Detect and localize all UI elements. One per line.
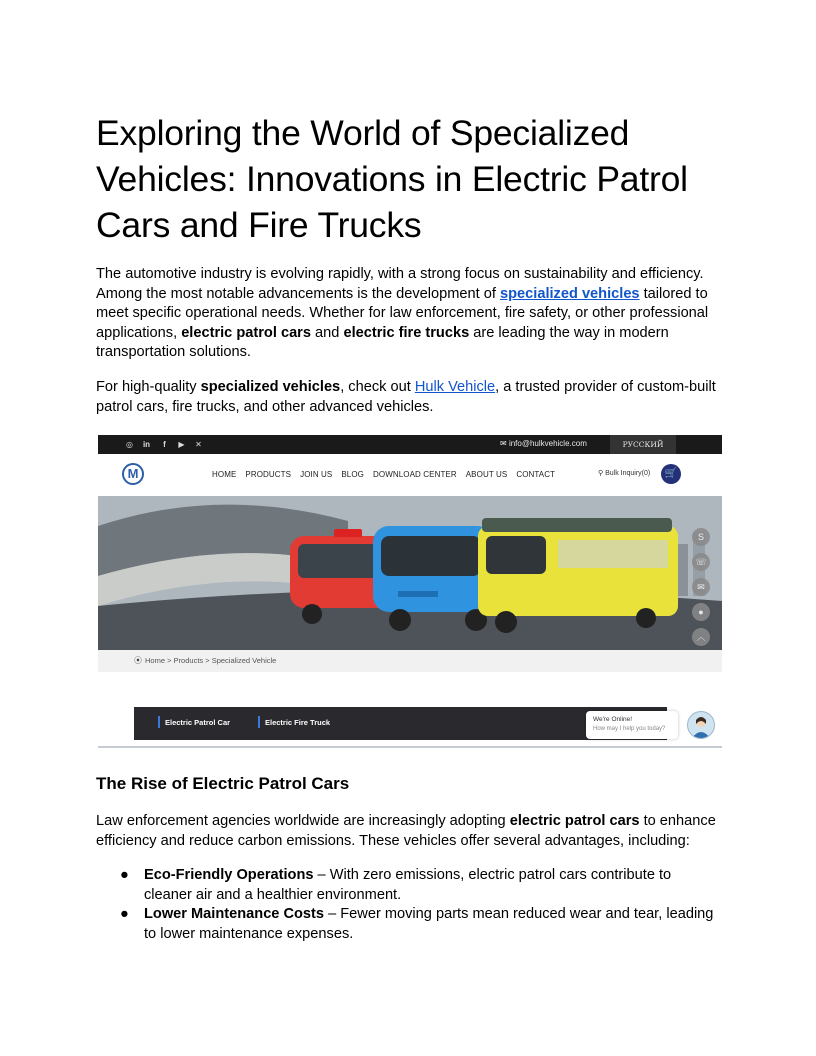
section-heading: The Rise of Electric Patrol Cars [96,774,350,793]
website-screenshot [98,435,722,750]
list-item [96,866,722,905]
intro-bold-fire: electric fire trucks [343,324,470,341]
hero-banner-image [98,496,722,650]
screenshot-bottom-border [98,746,722,748]
section-paragraph [96,812,722,851]
language-switch: РУССКИЙ [610,435,676,454]
chat-bubble [586,711,678,739]
section-bold: electric patrol cars [509,813,640,829]
list-item [96,905,722,944]
menu-contact: CONTACT [516,470,556,479]
cta-text-3: , a trusted provider of custom-built patrol cars, fire trucks, and other advanced vehicles. [96,379,716,415]
intro-text-4: are leading the way in modern transportation solutions. [96,324,669,361]
x-icon: ✕ [195,440,202,449]
wheel [495,611,517,633]
skype-icon: S [692,528,710,546]
tab-electric-patrol-car: Electric Patrol Car [165,718,231,727]
whatsapp-icon: ☏ [692,553,710,571]
hulk-logo: M [122,463,144,485]
intro-text-1: The automotive industry is evolving rapidly, with a strong focus on sustainability and efficiency. Among the most notable advancements is the development of [96,266,704,302]
red-vehicle-lightbar [334,529,362,537]
menu-home: HOME [212,470,237,479]
breadcrumb-text: Home > Products > Specialized Vehicle [145,656,277,665]
wechat-icon: ● [692,603,710,621]
screenshot-breadcrumb [98,650,722,672]
chat-avatar [687,711,715,739]
intro-paragraph [96,265,722,363]
menu-products: PRODUCTS [245,470,292,479]
intro-text-2: tailored to meet specific operational needs. Whether for law enforcement, fire safety, or other professional applications, [96,285,709,341]
specialized-vehicles-link[interactable]: specialized vehicles [500,285,640,302]
instagram-icon: ◎ [126,440,133,449]
wheel [636,608,656,628]
bullet-icon: ● [120,906,129,923]
intro-bold-patrol: electric patrol cars [181,324,311,341]
chat-line-2: How may I help you today? [593,726,666,732]
bullet-icon: ● [120,867,129,883]
section-text-1: Law enforcement agencies worldwide are increasingly adopting [96,813,510,829]
bulk-inquiry [598,469,650,477]
wheel [302,604,322,624]
avatar-body [692,732,710,738]
linkedin-icon: in [142,440,151,449]
mail-icon: ✉ [500,439,509,448]
hero-vehicles-illustration [98,496,722,650]
menu-about-us: ABOUT US [465,470,508,479]
topbar-email [500,438,587,450]
intro-text-3: and [310,324,344,341]
chat-line-1: We're Online! [593,716,633,723]
menu-join-us: JOIN US [300,470,333,479]
blue-vehicle-grille [398,591,438,597]
tab-marker [158,716,160,728]
screenshot-menu [212,470,564,479]
hulk-vehicle-link[interactable]: Hulk Vehicle [414,379,496,395]
menu-blog: BLOG [341,470,365,479]
location-pin-icon: ⦿ [134,656,142,665]
bullet-text: – With zero emissions, electric patrol cars contribute to cleaner air and a healthier environment. [144,867,672,903]
bullet-text: – Fewer moving parts mean reduced wear and tear, leading to lower maintenance expenses. [144,906,714,942]
screenshot-topbar [98,435,722,454]
blue-vehicle-windshield [381,536,481,576]
page-title: Exploring the World of Specialized Vehicles: Innovations in Electric Patrol Cars and Fire Trucks [96,113,688,245]
cta-text-2: , check out [340,379,415,395]
cta-bold: specialized vehicles [200,379,341,395]
cart-icon: 🛒 [661,464,681,484]
tab-marker [258,716,260,728]
tab-electric-fire-truck: Electric Fire Truck [265,718,331,727]
youtube-icon: ▶ [178,440,185,449]
menu-download-center: DOWNLOAD CENTER [373,470,457,479]
topbar-email-text: info@hulkvehicle.com [508,439,587,448]
cta-paragraph [96,378,722,417]
bulk-inquiry-text: Bulk Inquiry(0) [605,470,651,477]
bullet-title: Lower Maintenance Costs [144,906,325,923]
back-to-top-icon: ︿ [692,628,710,646]
bullet-title: Eco-Friendly Operations [144,867,314,883]
yellow-vehicle-roof [482,518,672,532]
advantages-list [96,866,722,944]
screenshot-nav [98,454,722,496]
agent-avatar-icon [688,712,714,738]
section-text-2: to enhance efficiency and reduce carbon emissions. These vehicles offer several advantages, including: [96,813,716,849]
cta-text-1: For high-quality [96,379,201,395]
facebook-icon: f [163,440,166,449]
yellow-vehicle-seats [558,540,668,568]
wheel [389,609,411,631]
yellow-vehicle-windshield [486,536,546,574]
search-icon: ⚲ [598,470,606,477]
mail-icon: ✉ [692,578,710,596]
